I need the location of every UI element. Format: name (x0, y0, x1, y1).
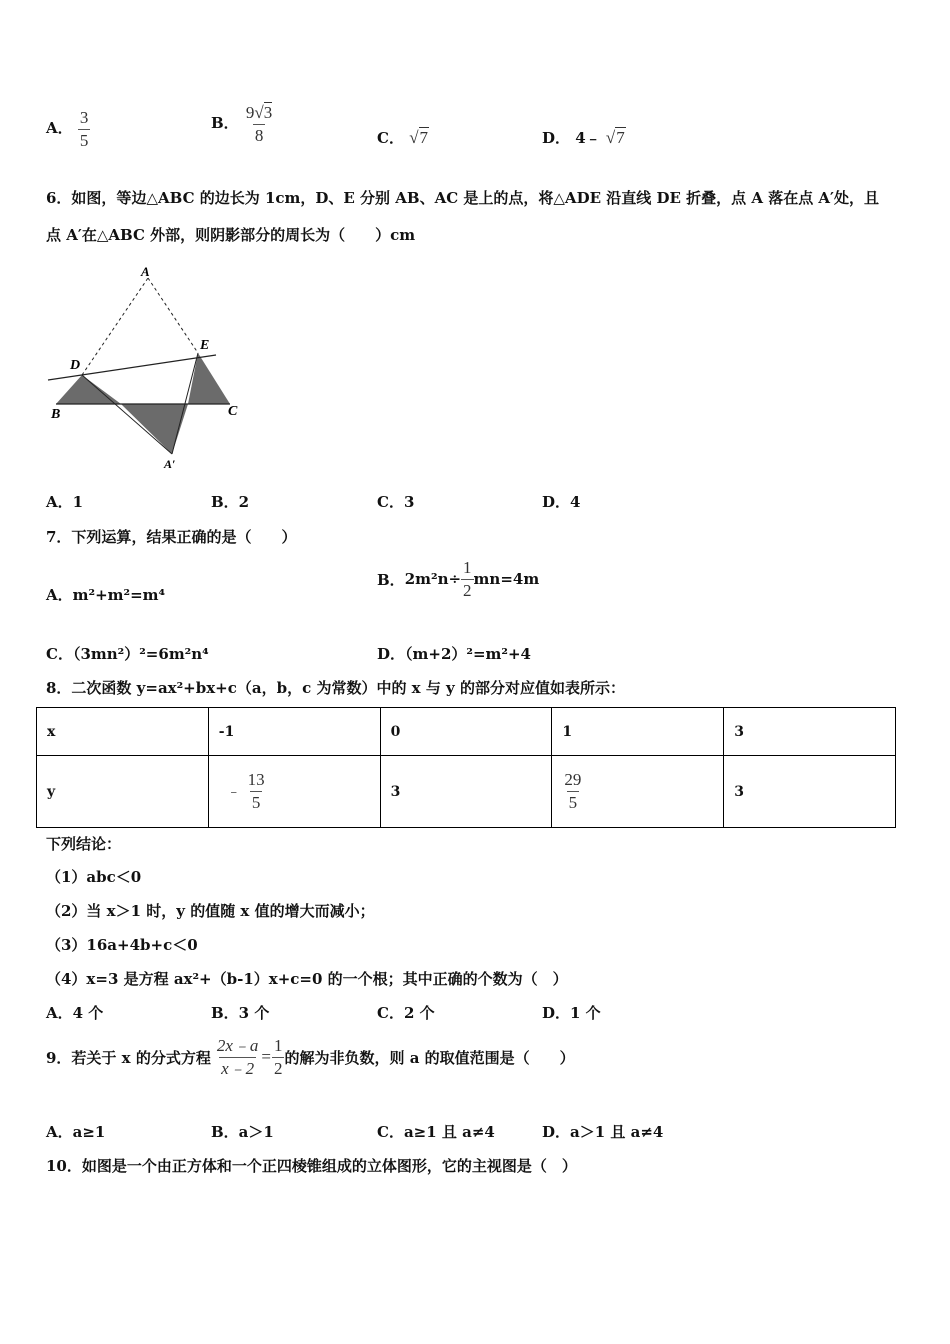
q6-option-c: C．3 (377, 493, 415, 511)
q8-conclusion-2: （2）当 x＞1 时，y 的值随 x 值的增大而减小； (46, 902, 375, 920)
q6-option-b: B．2 (211, 493, 250, 511)
q8-table-row-y (37, 756, 896, 828)
q9-stem-post: 的解为非负数，则 a 的取值范围是（ ） (284, 1048, 575, 1067)
q8-cell-y-label: y (37, 756, 209, 828)
q9-option-c: C．a≥1 且 a≠4 (377, 1123, 495, 1141)
q6-label-c: C (228, 404, 238, 419)
q8-stem: 8．二次函数 y=ax²+bx+c（a，b，c 为常数）中的 x 与 y 的部分对应值如表所示： (46, 679, 625, 697)
q6-label-e: E (200, 338, 210, 353)
q9-stem (46, 1036, 575, 1078)
q6-option-a: A．1 (46, 493, 84, 511)
q8-cell-x3: 1 (552, 708, 724, 756)
q8-cell-x1: -1 (208, 708, 380, 756)
q10-stem: 10．如图是一个由正方体和一个正四棱锥组成的立体图形，它的主视图是（ ） (46, 1157, 577, 1175)
q6-label-b: B (51, 407, 61, 422)
q5-option-a-label: A． (46, 119, 73, 138)
q5-option-b (211, 103, 274, 145)
q9-stem-pre: 9．若关于 x 的分式方程 (46, 1048, 211, 1067)
q7-option-b-fraction: $\frac{1}{2}$ (463, 558, 472, 600)
q8-cell-y1-fraction: $\frac{13}{5}$ (247, 770, 265, 812)
q8-option-b: B．3 个 (211, 1004, 270, 1022)
q8-option-a: A．4 个 (46, 1004, 104, 1022)
q9-equation-rhs: $\frac{1}{2}$ (273, 1036, 283, 1078)
q6-triangle-figure (44, 262, 254, 472)
q8-cell-x2: 0 (380, 708, 552, 756)
q8-option-d: D．1 个 (542, 1004, 601, 1022)
q7-option-b: B． 2m²n÷ $\frac{1}{2}$ mn=4m (377, 558, 540, 600)
q5-option-d-label: D． (542, 129, 571, 147)
q7-option-c: C．（3mn²）²=6m²n⁴ (46, 645, 209, 663)
q9-equation-lhs: $\frac{2x﹣a}{x﹣2}$ (216, 1036, 259, 1078)
q6-stem-line2: 点 A′在△ABC 外部，则阴影部分的周长为（ ）cm (46, 226, 416, 244)
q8-option-c: C．2 个 (377, 1004, 435, 1022)
q7-option-a: A．m²+m²=m⁴ (46, 586, 166, 604)
q5-option-d (542, 127, 626, 148)
q8-table-row-x (37, 708, 896, 756)
q9-option-a: A．a≥1 (46, 1123, 106, 1141)
q8-cell-y1: ﹣ $\frac{13}{5}$ (208, 756, 380, 828)
q8-conclusion-4: （4）x=3 是方程 ax²+（b-1）x+c=0 的一个根；其中正确的个数为（ ） (46, 970, 568, 988)
q8-cell-y3-fraction: $\frac{29}{5}$ (564, 770, 582, 812)
q6-shaded-right (188, 353, 230, 404)
q6-shaded-left (56, 375, 121, 404)
q9-option-d: D．a＞1 且 a≠4 (542, 1123, 664, 1141)
q8-conclusion-1: （1）abc＜0 (46, 868, 142, 886)
q6-label-a: A (141, 264, 150, 279)
q8-value-table (36, 707, 896, 828)
q6-dashed-ae (148, 278, 198, 353)
q6-label-a-prime: A′ (164, 457, 176, 471)
q7-option-c-expr: （3mn²）²=6m²n⁴ (72, 645, 209, 663)
q6-label-d: D (70, 358, 81, 373)
q5-option-b-label: B． (211, 114, 239, 133)
q6-dashed-ad (82, 278, 148, 375)
q5-option-c-label: C． (377, 129, 404, 147)
q8-cell-x4: 3 (724, 708, 896, 756)
q8-cell-y2: 3 (380, 756, 552, 828)
q7-option-d-expr: （m+2）²=m²+4 (405, 645, 531, 663)
q8-conclusion-3: （3）16a+4b+c＜0 (46, 936, 198, 954)
q6-option-d: D．4 (542, 493, 581, 511)
q7-stem: 7．下列运算，结果正确的是（ ） (46, 528, 297, 546)
q5-option-d-sqrt: √7 (605, 128, 625, 147)
q7-option-a-expr: m²+m²=m⁴ (72, 586, 166, 604)
q9-equals: = (261, 1047, 271, 1067)
q8-conclusions-title: 下列结论： (46, 835, 122, 853)
q5-option-c-sqrt: √7 (409, 128, 429, 147)
q7-option-d: D．（m+2）²=m²+4 (377, 645, 531, 663)
q5-option-d-prefix: 4﹣ (575, 129, 601, 147)
q5-option-c (377, 127, 429, 148)
q5-option-a (46, 108, 90, 150)
q8-cell-y3 (552, 756, 724, 828)
q8-cell-x-label: x (37, 708, 209, 756)
q5-option-a-fraction: $\frac{3}{5}$ (79, 108, 89, 150)
q6-stem-line1: 6．如图，等边△ABC 的边长为 1cm，D、E 分别 AB、AC 是上的点，将△ADE 沿直线 DE 折叠，点 A 落在点 A′处，且 (46, 189, 880, 207)
q8-cell-y4: 3 (724, 756, 896, 828)
q5-option-b-fraction: $\frac{9√3}{8}$ (245, 103, 273, 145)
q9-option-b: B．a＞1 (211, 1123, 274, 1141)
